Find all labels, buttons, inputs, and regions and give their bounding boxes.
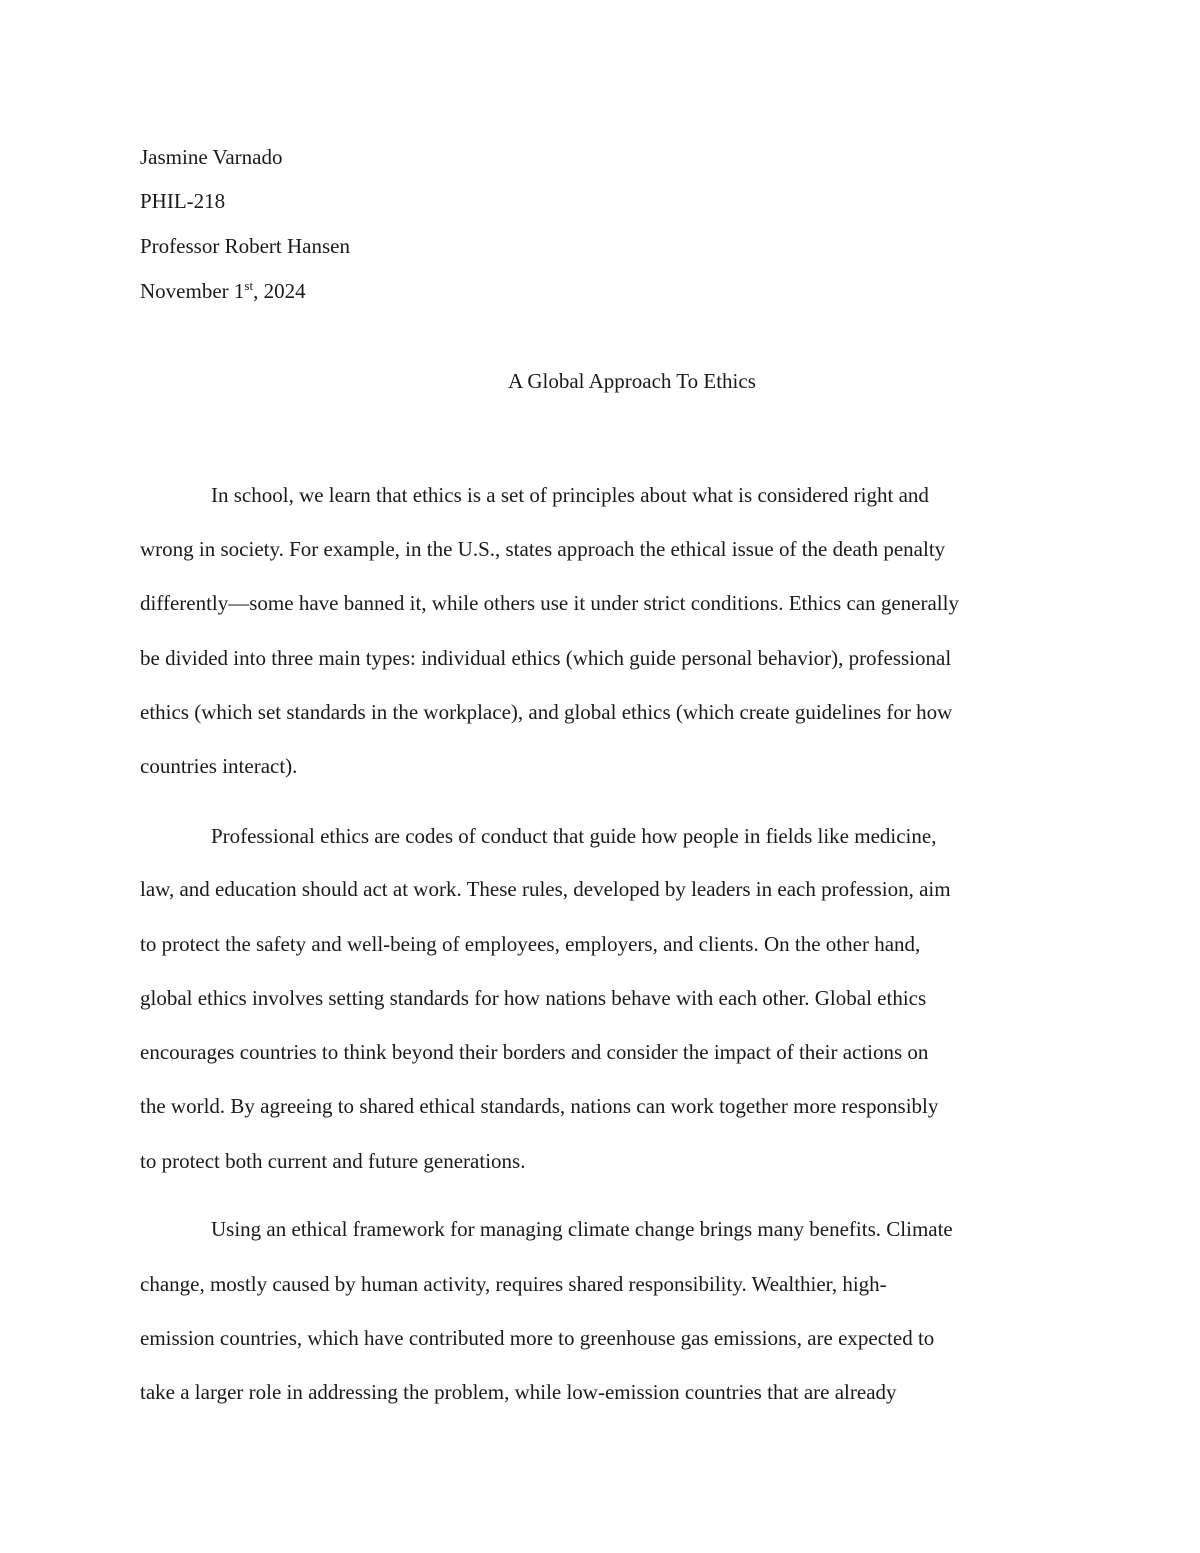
- paragraph-2-line-6: the world. By agreeing to shared ethical standards, nations can work together more responsibly: [140, 1094, 939, 1118]
- paragraph-1-line-2: wrong in society. For example, in the U.S., states approach the ethical issue of the death penalty: [140, 537, 946, 561]
- paragraph-2-line-4: global ethics involves setting standards for how nations behave with each other. Global ethics: [140, 986, 927, 1010]
- paragraph-2-line-1: Professional ethics are codes of conduct that guide how people in fields like medicine,: [211, 824, 937, 848]
- paragraph-2-line-3: to protect the safety and well-being of employees, employers, and clients. On the other hand,: [140, 932, 921, 956]
- paragraph-1-line-6: countries interact).: [140, 754, 298, 778]
- course-code: PHIL-218: [140, 189, 226, 213]
- date-month-day: November 1: [140, 279, 245, 303]
- paragraph-3-line-4: take a larger role in addressing the problem, while low-emission countries that are already: [140, 1380, 897, 1404]
- date-year: , 2024: [253, 279, 306, 303]
- paragraph-2-line-5: encourages countries to think beyond their borders and consider the impact of their actions on: [140, 1040, 929, 1064]
- essay-title: A Global Approach To Ethics: [508, 369, 756, 393]
- paragraph-3-line-3: emission countries, which have contributed more to greenhouse gas emissions, are expected to: [140, 1326, 935, 1350]
- professor-name: Professor Robert Hansen: [140, 234, 350, 258]
- date-ordinal-suffix: st: [244, 278, 254, 293]
- submission-date: [140, 279, 306, 303]
- paragraph-1-line-1: In school, we learn that ethics is a set of principles about what is considered right and: [211, 483, 929, 507]
- paragraph-3-line-1: Using an ethical framework for managing climate change brings many benefits. Climate: [211, 1217, 953, 1241]
- paragraph-1-line-3: differently—some have banned it, while others use it under strict conditions. Ethics can generally: [140, 591, 959, 615]
- paragraph-2-line-2: law, and education should act at work. These rules, developed by leaders in each profession, aim: [140, 877, 951, 901]
- paragraph-1-line-4: be divided into three main types: individual ethics (which guide personal behavior), professional: [140, 646, 952, 670]
- paragraph-2-line-7: to protect both current and future generations.: [140, 1149, 526, 1173]
- student-name: Jasmine Varnado: [140, 145, 283, 169]
- paragraph-1-line-5: ethics (which set standards in the workplace), and global ethics (which create guidelines for how: [140, 700, 953, 724]
- paragraph-3-line-2: change, mostly caused by human activity, requires shared responsibility. Wealthier, high-: [140, 1272, 887, 1296]
